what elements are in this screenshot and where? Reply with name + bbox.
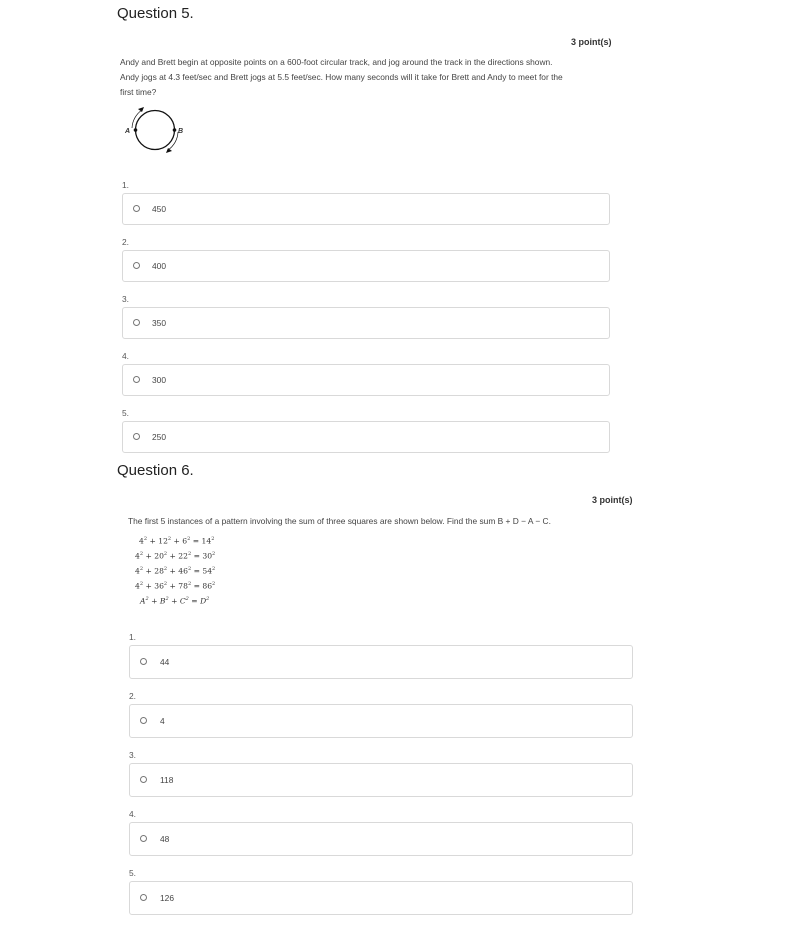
q6-option-2[interactable] bbox=[129, 704, 633, 738]
q5-option-5[interactable] bbox=[122, 421, 610, 453]
q6-option-4[interactable] bbox=[129, 822, 633, 856]
radio-button[interactable] bbox=[140, 658, 147, 665]
radio-button[interactable] bbox=[133, 376, 140, 383]
option-value: 126 bbox=[160, 893, 174, 903]
question-5-text-line: Andy jogs at 4.3 feet/sec and Brett jogs at 5.5 feet/sec. How many seconds will it take for Brett and Andy to meet for the bbox=[120, 72, 563, 82]
q5-option-1[interactable] bbox=[122, 193, 610, 225]
option-value: 450 bbox=[152, 204, 166, 214]
option-value: 400 bbox=[152, 261, 166, 271]
radio-button[interactable] bbox=[140, 776, 147, 783]
radio-button[interactable] bbox=[140, 835, 147, 842]
radio-button[interactable] bbox=[140, 717, 147, 724]
question-5-points: 3 point(s) bbox=[571, 37, 612, 47]
q5-option-3[interactable] bbox=[122, 307, 610, 339]
brett-direction-arrow bbox=[168, 132, 178, 150]
andy-direction-arrow bbox=[132, 110, 142, 128]
option-value: 4 bbox=[160, 716, 165, 726]
option-number: 3. bbox=[122, 294, 129, 304]
pattern-equation: $4^2 + 12^2 + 6^2 = 14^2$ bbox=[139, 536, 215, 546]
option-number: 2. bbox=[122, 237, 129, 247]
question-5-text-line: first time? bbox=[120, 87, 157, 97]
option-number: 1. bbox=[129, 632, 136, 642]
point-a-label: A bbox=[125, 128, 131, 135]
q6-option-3[interactable] bbox=[129, 763, 633, 797]
pattern-equation: $4^2 + 20^2 + 22^2 = 30^2$ bbox=[135, 551, 216, 561]
pattern-equation: $4^2 + 28^2 + 46^2 = 54^2$ bbox=[135, 566, 216, 576]
option-value: 300 bbox=[152, 375, 166, 385]
option-number: 3. bbox=[129, 750, 136, 760]
track-circle bbox=[136, 111, 175, 150]
question-6-title: Question 6. bbox=[117, 462, 194, 479]
radio-button[interactable] bbox=[133, 433, 140, 440]
radio-button[interactable] bbox=[133, 262, 140, 269]
radio-button[interactable] bbox=[133, 205, 140, 212]
point-b-marker bbox=[173, 128, 177, 132]
option-value: 350 bbox=[152, 318, 166, 328]
pattern-equation: $4^2 + 36^2 + 78^2 = 86^2$ bbox=[135, 581, 216, 591]
question-6-points: 3 point(s) bbox=[592, 495, 633, 505]
question-5-text-line: Andy and Brett begin at opposite points on a 600-foot circular track, and jog around the track in the directions shown. bbox=[120, 57, 553, 67]
option-number: 2. bbox=[129, 691, 136, 701]
q6-option-1[interactable] bbox=[129, 645, 633, 679]
option-number: 1. bbox=[122, 180, 129, 190]
option-value: 250 bbox=[152, 432, 166, 442]
andy-arrowhead bbox=[138, 107, 144, 112]
q5-option-4[interactable] bbox=[122, 364, 610, 396]
option-value: 118 bbox=[160, 775, 174, 785]
q5-option-2[interactable] bbox=[122, 250, 610, 282]
option-number: 4. bbox=[129, 809, 136, 819]
question-5-title: Question 5. bbox=[117, 5, 194, 22]
point-b-label: B bbox=[178, 128, 184, 135]
option-value: 48 bbox=[160, 834, 170, 844]
question-6-text: The first 5 instances of a pattern involving the sum of three squares are shown below. Find the sum B + D − A − C. bbox=[128, 516, 551, 526]
circular-track-diagram bbox=[118, 102, 198, 162]
point-a-marker bbox=[134, 128, 138, 132]
radio-button[interactable] bbox=[140, 894, 147, 901]
option-number: 5. bbox=[129, 868, 136, 878]
brett-arrowhead bbox=[166, 148, 172, 153]
option-value: 44 bbox=[160, 657, 170, 667]
radio-button[interactable] bbox=[133, 319, 140, 326]
q6-option-5[interactable] bbox=[129, 881, 633, 915]
option-number: 5. bbox=[122, 408, 129, 418]
option-number: 4. bbox=[122, 351, 129, 361]
pattern-equation: $A^2 + B^2 + C^2 = D^2$ bbox=[140, 596, 210, 606]
question-5-text bbox=[120, 55, 620, 100]
